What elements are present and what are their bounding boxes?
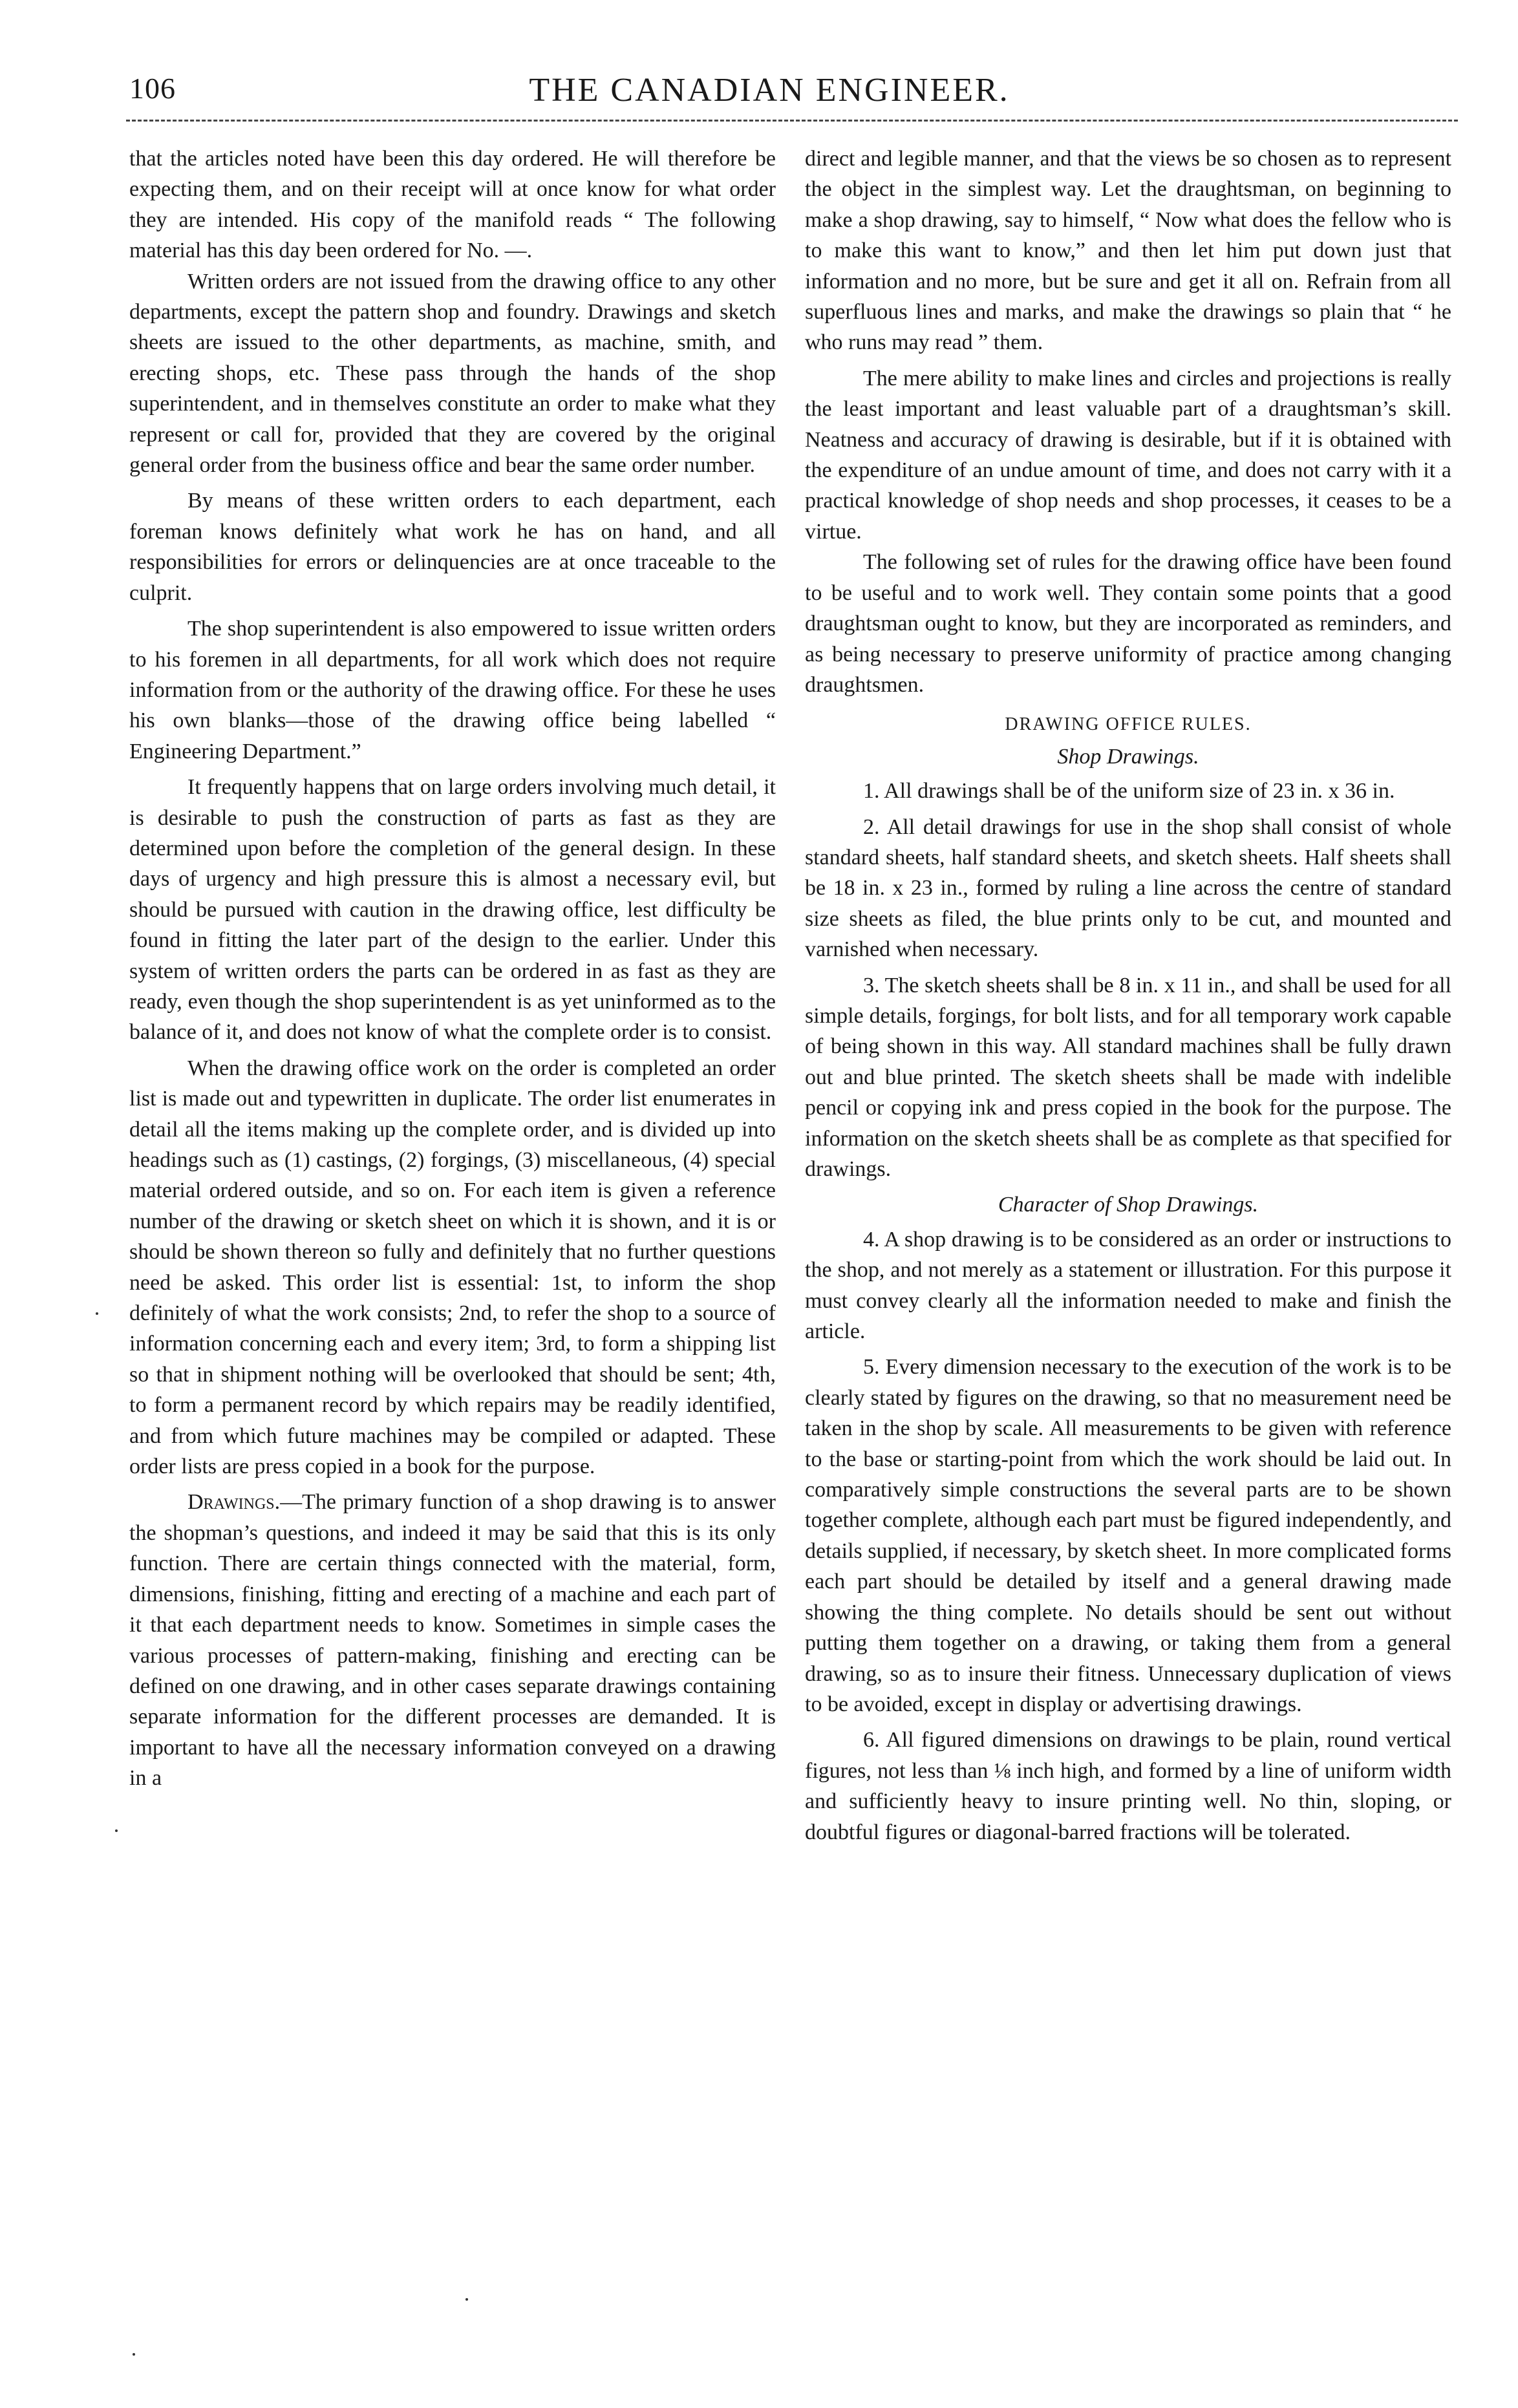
page-number: 106 xyxy=(129,72,176,105)
journal-title: THE CANADIAN ENGINEER. xyxy=(529,72,1010,109)
rule-item: 2. All detail drawings for use in the shop shall consist of whole standard sheets, half standard sheets, and sketch sheets. Half sheets shall be 18 in. x 23 in., formed by ruling a line across the centre of standard size sheets as filed, the blue prints only to be cut, and mounted and varnished when necessary. xyxy=(805,815,1451,962)
ink-speck xyxy=(465,2298,468,2301)
rule-item: 5. Every dimension necessary to the execution of the work is to be clearly stated by figures on the drawing, so that no measurement need be taken in the shop by scale. All measurements to be given with reference to the base or starting-point from which the work should be laid out. In comparatively simple constructions the several parts are to be shown together complete, although each part must be figured independently, and details supplied, if necessary, by sketch sheet. In more complicated forms each part should be detailed by itself and a general drawing made showing the thing complete. No details should be sent out without putting them together on a drawing, or taking them from a general drawing, so as to insure their fitness. Unnecessary duplication of views to be avoided, except in display or advertising drawings. xyxy=(805,1355,1451,1716)
ink-speck xyxy=(133,2353,135,2356)
rules-heading: DRAWING OFFICE RULES. xyxy=(1005,714,1252,735)
rule-item: 3. The sketch sheets shall be 8 in. x 11 in., and shall be used for all simple details, forgings, for bolt lists, and for all temporary work capable of being shown in this way. All standard machines shall be fully drawn out and blue printed. The sketch sheets shall be made with indelible pencil or copying ink and press copied in the book for the purpose. The information on the sketch sheets shall be as complete as that specified for drawings. xyxy=(805,973,1451,1181)
paragraph: that the articles noted have been this day ordered. He will therefore be expecting them, and on their receipt will at once know for what order they are intended. His copy of the manifold reads “ The following material has this day been ordered for No. —. xyxy=(129,147,776,263)
paragraph: direct and legible manner, and that the views be so chosen as to represent the object in the simplest way. Let the draughtsman, on beginning to make a shop drawing, say to himself, “ Now what does the fellow who is to make this want to know,” and then let him put down just that information and no more, but be sure and get it all on. Refrain from all superfluous lines and marks, and make the drawings so plain that “ he who runs may read ” them. xyxy=(805,147,1451,355)
drawings-paragraph xyxy=(129,1487,776,1793)
drawings-text: —The primary function of a shop drawing is to answer the shopman’s questions, and indeed it may be said that this is its only function. There are certain things connected with the material, form, dimensions, finishing, fitting and erecting of a machine and each part of it that each department needs to know. Sometimes in simple cases the various processes of pattern-making, finishing and erecting can be defined on one drawing, and in other cases separate drawings containing separate information for the different processes are demanded. It is important to have all the necessary information conveyed on a drawing in a xyxy=(129,1490,776,1791)
paragraph: The mere ability to make lines and circles and projections is really the least important and least valuable part of a draughtsman’s skill. Neatness and accuracy of drawing is desirable, but if it is obtained with the expenditure of an undue amount of time, and does not carry with it a practical knowledge of shop needs and shop processes, it ceases to be a virtue. xyxy=(805,366,1451,544)
paragraph: By means of these written orders to each department, each foreman knows definitely what work he has on hand, and all responsibilities for errors or delinquencies are at once traceable to the culprit. xyxy=(129,489,776,605)
rule-item: 6. All figured dimensions on drawings to be plain, round vertical figures, not less than ⅛ inch high, and formed by a line of uniform width and sufficiently heavy to insure printing well. No thin, sloping, or doubtful figures or diagonal-barred fractions will be tolerated. xyxy=(805,1728,1451,1844)
shop-drawings-heading: Shop Drawings. xyxy=(1057,744,1199,769)
left-column xyxy=(129,144,776,1794)
rule-item: 4. A shop drawing is to be considered as an order or instructions to the shop, and not merely as a statement or illustration. For this purpose it must convey clearly all the information needed to make and finish the article. xyxy=(805,1227,1451,1344)
ink-speck xyxy=(115,1829,118,1832)
page-header xyxy=(129,71,1409,123)
paragraph: It frequently happens that on large orders involving much detail, it is desirable to push the construction of parts as fast as they are determined upon before the completion of the general design. In these days of urgency and high pressure this is almost a necessary evil, but should be pursued with caution in the drawing office, lest difficulty be found in fitting the later part of the design to the earlier. Under this system of written orders the parts can be ordered in as fast as they are ready, even though the shop superintendent is as yet uninformed as to the balance of it, and does not know of what the complete order is to consist. xyxy=(129,775,776,1045)
ink-speck xyxy=(96,1312,98,1315)
paragraph: Written orders are not issued from the drawing office to any other departments, except the pattern shop and foundry. Drawings and sketch sheets are issued to the other departments, as machine, smith, and erecting shops, etc. These pass through the hands of the shop superintendent, and in themselves constitute an order to make what they represent or call for, provided that they are covered by the original general order from the business office and bear the same order number. xyxy=(129,269,776,478)
right-column xyxy=(805,144,1451,1848)
paragraph: The shop superintendent is also empowered to issue written orders to his foremen in all departments, for all work which does not require information from or the authority of the drawing office. For these he uses his own blanks—those of the drawing office being labelled “ Engineering Department.” xyxy=(129,617,776,763)
paragraph: The following set of rules for the drawing office have been found to be useful and to work well. They contain some points that a good draughtsman ought to know, but they are incorporated as reminders, and as being necessary to preserve uniformity of practice among changing draughtsmen. xyxy=(805,550,1451,697)
rule-item: 1. All drawings shall be of the uniform size of 23 in. x 36 in. xyxy=(863,779,1395,804)
paragraph: When the drawing office work on the order is completed an order list is made out and typewritten in duplicate. The order list enumerates in detail all the items making up the complete order, and is divided up into headings such as (1) castings, (2) forgings, (3) miscellaneous, (4) special material ordered outside, and so on. For each item is given a reference number of the drawing or sketch sheet on which it is shown, and it is or should be shown thereon so fully and definitely that no further questions need be asked. This order list is essential: 1st, to inform the shop definitely of what the work consists; 2nd, to refer the shop to a source of information concerning each and every item; 3rd, to form a shipping list so that in shipment nothing will be overlooked that should be sent; 4th, to form a permanent record by which repairs may be readily identified, and from which future machines may be compiled or adapted. These order lists are press copied in a book for the purpose. xyxy=(129,1056,776,1479)
drawings-lead: Drawings. xyxy=(187,1490,281,1515)
header-rule xyxy=(126,120,1458,122)
character-heading: Character of Shop Drawings. xyxy=(998,1193,1259,1217)
